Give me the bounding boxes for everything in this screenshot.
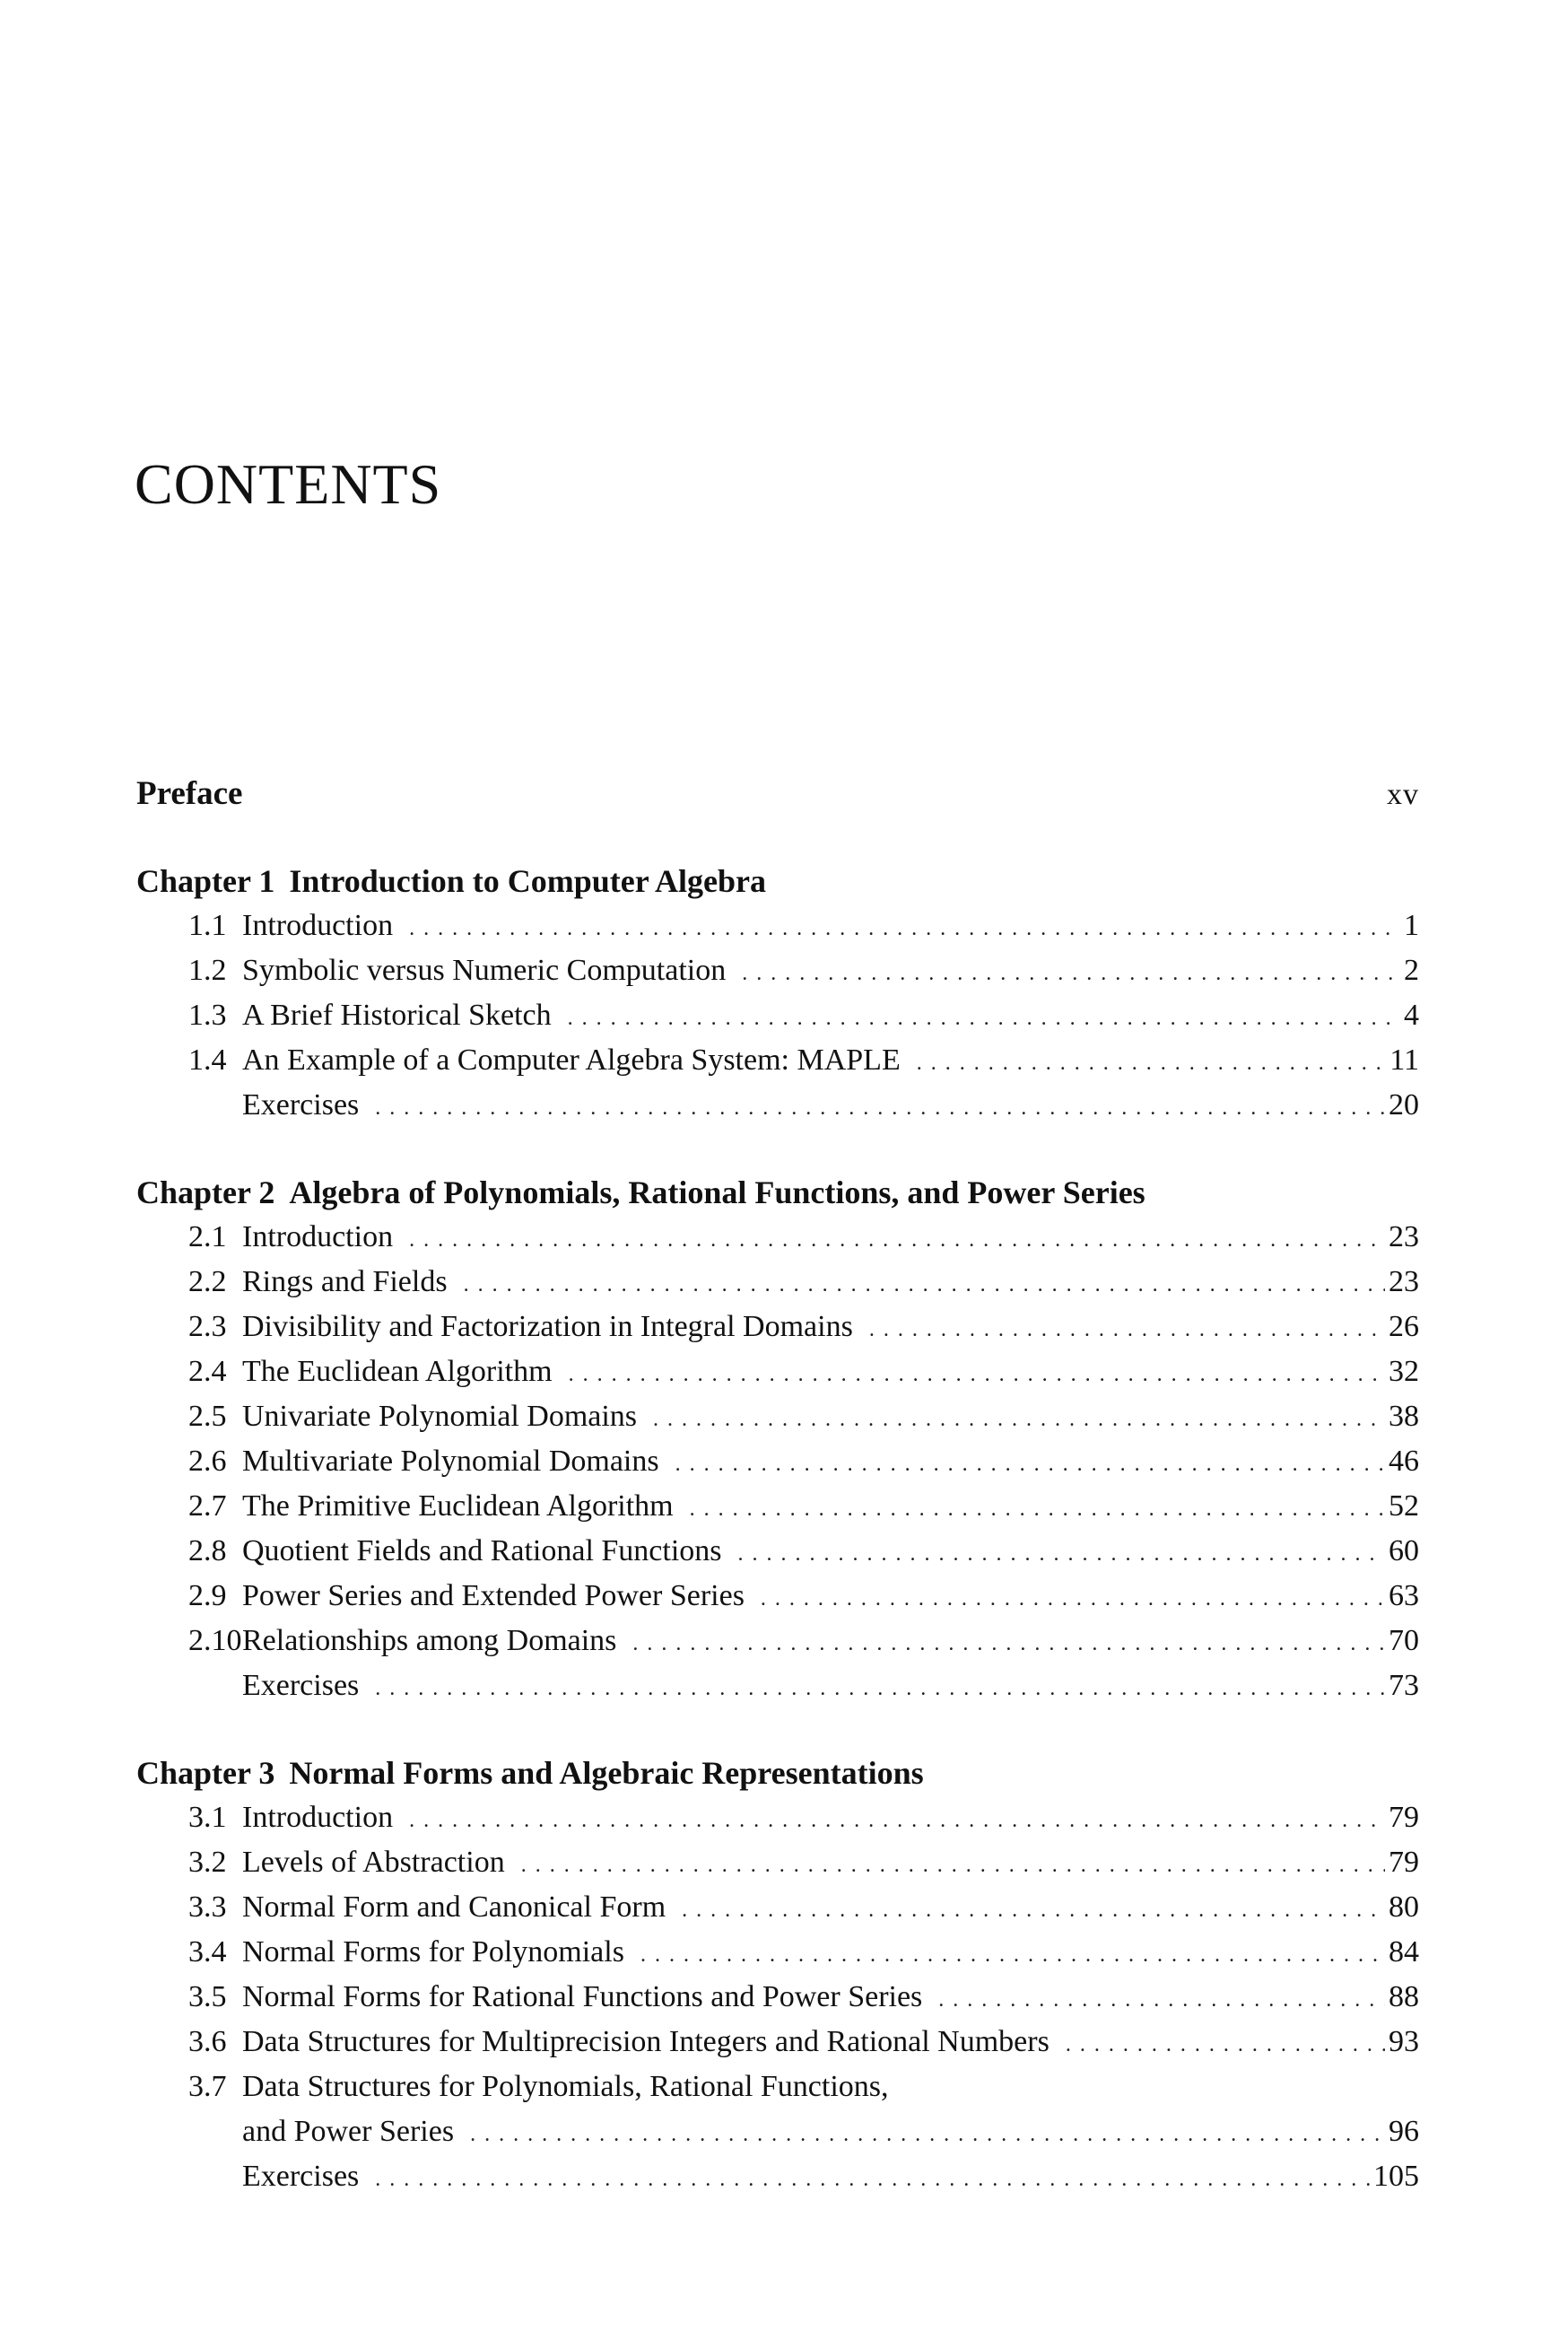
section-number: 3.7 xyxy=(188,2070,227,2103)
dot-leader xyxy=(917,1041,1387,1086)
toc-entry[interactable] xyxy=(136,1394,1419,1439)
section-number: 2.6 xyxy=(188,1445,227,1478)
section-title: Normal Forms for Polynomials xyxy=(242,1935,624,1969)
dot-leader xyxy=(568,996,1400,1041)
page-number: 88 xyxy=(1389,1980,1419,2013)
section-title: Symbolic versus Numeric Computation xyxy=(242,954,727,987)
chapter-1 xyxy=(136,859,1419,1128)
section-title: Introduction xyxy=(242,1801,394,1834)
section-title: Univariate Polynomial Domains xyxy=(242,1400,638,1433)
section-title-continued: and Power Series xyxy=(242,2115,455,2148)
dot-leader xyxy=(742,951,1400,996)
section-title: Introduction xyxy=(242,1220,394,1253)
dot-leader xyxy=(521,1843,1385,1888)
toc-entry[interactable] xyxy=(136,1038,1419,1083)
dot-leader xyxy=(409,1218,1385,1262)
dot-leader xyxy=(682,1888,1385,1933)
page-number: 32 xyxy=(1389,1355,1419,1388)
page-number: 105 xyxy=(1373,2160,1419,2193)
dot-leader xyxy=(409,906,1400,951)
toc-entry[interactable] xyxy=(136,1215,1419,1260)
chapter-2 xyxy=(136,1170,1419,1708)
dot-leader xyxy=(409,1798,1385,1843)
section-title: The Primitive Euclidean Algorithm xyxy=(242,1489,674,1523)
page-number: 1 xyxy=(1404,909,1419,942)
section-title: An Example of a Computer Algebra System: MAPLE xyxy=(242,1043,901,1077)
section-number: 1.3 xyxy=(188,999,227,1032)
section-number: 3.5 xyxy=(188,1980,227,2013)
toc-entry[interactable] xyxy=(136,1260,1419,1305)
page-number: 80 xyxy=(1389,1890,1419,1924)
dot-leader xyxy=(632,1621,1385,1666)
toc-entry[interactable] xyxy=(136,2020,1419,2065)
dot-leader xyxy=(675,1442,1385,1487)
toc-entry[interactable] xyxy=(136,1349,1419,1394)
section-title: The Euclidean Algorithm xyxy=(242,1355,553,1388)
page-number: 96 xyxy=(1389,2115,1419,2148)
toc-entry-continuation[interactable] xyxy=(136,2109,1419,2154)
section-number: 1.2 xyxy=(188,954,227,987)
section-title: Exercises xyxy=(242,2160,360,2193)
dot-leader xyxy=(761,1576,1385,1621)
dot-leader xyxy=(375,2157,1370,2202)
page-number: 20 xyxy=(1389,1088,1419,1122)
section-title: Normal Forms for Rational Functions and Power Series xyxy=(242,1980,923,2013)
chapter-heading[interactable] xyxy=(136,859,1419,904)
section-title: Introduction xyxy=(242,909,394,942)
section-number: 2.5 xyxy=(188,1400,227,1433)
dot-leader xyxy=(470,2112,1385,2157)
toc-entry[interactable] xyxy=(136,1529,1419,1574)
section-number: 2.2 xyxy=(188,1265,227,1298)
chapter-title: Normal Forms and Algebraic Representations xyxy=(289,1755,924,1791)
dot-leader xyxy=(1066,2022,1385,2067)
section-number: 2.9 xyxy=(188,1579,227,1612)
page-number: 84 xyxy=(1389,1935,1419,1969)
toc-entry[interactable] xyxy=(136,1930,1419,1975)
dot-leader xyxy=(653,1397,1385,1442)
page-number: 46 xyxy=(1389,1445,1419,1478)
section-title: Power Series and Extended Power Series xyxy=(242,1579,745,1612)
chapter-label: Chapter 1 xyxy=(136,863,275,899)
page-number: 52 xyxy=(1389,1489,1419,1523)
page-number: 38 xyxy=(1389,1400,1419,1433)
dot-leader xyxy=(690,1487,1385,1532)
page-number: 23 xyxy=(1389,1265,1419,1298)
section-number: 3.2 xyxy=(188,1846,227,1879)
chapter-label: Chapter 3 xyxy=(136,1755,275,1791)
toc-entry[interactable] xyxy=(136,1305,1419,1349)
toc-preface-entry[interactable] xyxy=(136,772,1419,816)
section-number: 2.7 xyxy=(188,1489,227,1523)
section-title: Rings and Fields xyxy=(242,1265,448,1298)
toc-entry[interactable] xyxy=(136,1439,1419,1484)
section-title: Levels of Abstraction xyxy=(242,1846,505,1879)
section-number: 3.1 xyxy=(188,1801,227,1834)
chapter-title: Introduction to Computer Algebra xyxy=(289,863,767,899)
dot-leader xyxy=(464,1262,1385,1307)
page-number: 23 xyxy=(1389,1220,1419,1253)
section-title: Relationships among Domains xyxy=(242,1624,617,1657)
page-number: 60 xyxy=(1389,1534,1419,1567)
section-title: Normal Form and Canonical Form xyxy=(242,1890,666,1924)
page-number: 79 xyxy=(1389,1801,1419,1834)
toc-entry[interactable] xyxy=(136,1484,1419,1529)
toc-entry[interactable] xyxy=(136,1840,1419,1885)
toc-entry[interactable] xyxy=(136,904,1419,948)
preface-title: Preface xyxy=(136,775,243,812)
page-number: 11 xyxy=(1389,1043,1419,1077)
section-number: 3.4 xyxy=(188,1935,227,1969)
chapter-heading[interactable] xyxy=(136,1750,1419,1795)
toc-entry[interactable] xyxy=(136,1795,1419,1840)
dot-leader xyxy=(375,1666,1385,1711)
section-title: Multivariate Polynomial Domains xyxy=(242,1445,659,1478)
page-number: 26 xyxy=(1389,1310,1419,1343)
toc-entry[interactable] xyxy=(136,948,1419,993)
section-title: Data Structures for Polynomials, Rational Functions, xyxy=(242,2070,889,2103)
page-number: 2 xyxy=(1404,954,1419,987)
section-title: Data Structures for Multiprecision Integers and Rational Numbers xyxy=(242,2025,1050,2058)
dot-leader xyxy=(938,1977,1385,2022)
dot-leader xyxy=(738,1532,1385,1576)
preface-page-number: xv xyxy=(1387,778,1419,811)
toc-entry[interactable] xyxy=(136,993,1419,1038)
dot-leader xyxy=(640,1933,1385,1977)
toc-entry-exercises[interactable] xyxy=(136,2154,1419,2199)
page-number: 93 xyxy=(1389,2025,1419,2058)
section-number: 2.10 xyxy=(188,1624,242,1657)
page-number: 4 xyxy=(1404,999,1419,1032)
page-number: 73 xyxy=(1389,1669,1419,1702)
section-title: Quotient Fields and Rational Functions xyxy=(242,1534,722,1567)
toc-entry[interactable] xyxy=(136,1975,1419,2020)
chapter-heading[interactable] xyxy=(136,1170,1419,1215)
page-number: 70 xyxy=(1389,1624,1419,1657)
section-number: 2.4 xyxy=(188,1355,227,1388)
section-title: Divisibility and Factorization in Integral Domains xyxy=(242,1310,853,1343)
toc-entry-exercises[interactable] xyxy=(136,1083,1419,1128)
section-title: Exercises xyxy=(242,1088,360,1122)
dot-leader xyxy=(869,1307,1385,1352)
dot-leader xyxy=(375,1086,1385,1131)
toc-entry[interactable] xyxy=(136,1885,1419,1930)
chapter-3 xyxy=(136,1750,1419,2199)
toc-entry-exercises[interactable] xyxy=(136,1663,1419,1708)
section-number: 3.6 xyxy=(188,2025,227,2058)
table-of-contents xyxy=(136,772,1419,2199)
section-number: 2.8 xyxy=(188,1534,227,1567)
section-number: 2.1 xyxy=(188,1220,227,1253)
page-title: CONTENTS xyxy=(135,452,442,516)
toc-entry[interactable] xyxy=(136,1619,1419,1663)
toc-entry[interactable] xyxy=(136,1574,1419,1619)
dot-leader xyxy=(569,1352,1385,1397)
section-title: A Brief Historical Sketch xyxy=(242,999,552,1032)
section-number: 1.1 xyxy=(188,909,227,942)
page-number: 63 xyxy=(1389,1579,1419,1612)
section-number: 1.4 xyxy=(188,1043,227,1077)
section-title: Exercises xyxy=(242,1669,360,1702)
section-number: 2.3 xyxy=(188,1310,227,1343)
chapter-title: Algebra of Polynomials, Rational Functions, and Power Series xyxy=(289,1174,1146,1210)
page-number: 79 xyxy=(1389,1846,1419,1879)
section-number: 3.3 xyxy=(188,1890,227,1924)
chapter-label: Chapter 2 xyxy=(136,1174,275,1210)
toc-entry[interactable] xyxy=(136,2065,1419,2109)
